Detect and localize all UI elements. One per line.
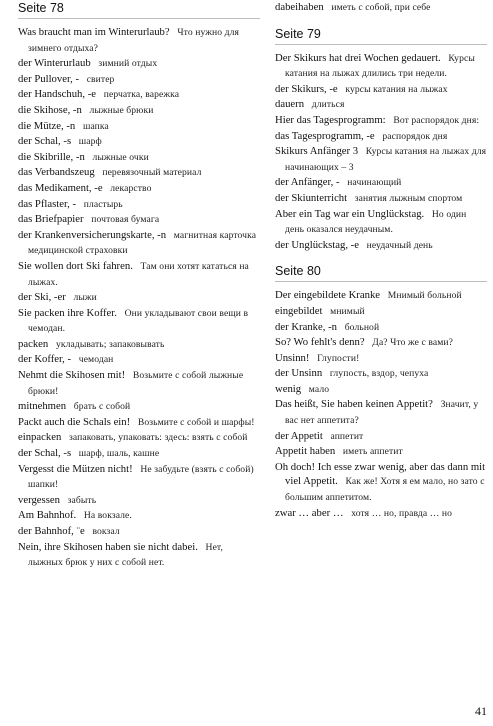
german-term: eingebildet — [275, 304, 323, 317]
russian-translation: аппетит — [330, 430, 364, 442]
german-term: der Kranke, -n — [275, 320, 338, 333]
russian-translation: Глупости! — [317, 352, 360, 364]
russian-translation: иметь с собой, при себе — [331, 2, 431, 13]
german-term: die Skihose, -n — [18, 103, 82, 116]
vocab-entry — [18, 337, 260, 353]
russian-translation: Курсы катания на лыжах для начинающих – 3 — [285, 146, 487, 173]
section-heading-seite-78: Seite 78 — [18, 0, 260, 19]
russian-translation: забыть — [67, 494, 97, 506]
vocab-entry — [275, 397, 487, 428]
german-term: dauern — [275, 98, 305, 111]
german-term: So? Wo fehlt's denn? — [275, 336, 365, 349]
russian-translation: хотя … но, правда … но — [351, 507, 453, 519]
german-term: Appetit haben — [275, 445, 336, 458]
german-term: mitnehmen — [18, 400, 67, 413]
german-term: Aber ein Tag war ein Unglückstag. — [275, 207, 425, 220]
vocab-entry — [18, 165, 260, 181]
german-term: packen — [18, 337, 49, 350]
vocab-entry — [18, 352, 260, 368]
german-term: Skikurs Anfänger 3 — [275, 145, 359, 158]
german-term: der Ski, -er — [18, 291, 66, 304]
vocab-entry — [18, 87, 260, 103]
russian-translation: начинающий — [347, 177, 402, 189]
vocab-entry — [18, 228, 260, 259]
german-term: dabeihaben — [275, 1, 324, 13]
vocab-list-left — [18, 25, 260, 571]
russian-translation: Возьмите с собой лыжные брюки! — [28, 370, 244, 397]
russian-translation: Вот распорядок дня: — [393, 114, 480, 126]
russian-translation: Нет, лыжных брюк у них с собой нет. — [28, 541, 224, 569]
vocab-entry — [18, 415, 260, 431]
vocab-entry — [18, 446, 260, 462]
vocab-entry — [275, 191, 487, 207]
vocab-entry — [18, 72, 260, 88]
vocab-entry — [275, 0, 487, 16]
german-term: Vergesst die Mützen nicht! — [18, 462, 133, 475]
vocab-entry — [275, 129, 487, 145]
german-term: der Handschuh, -e — [18, 88, 97, 101]
german-term: der Winterurlaub — [18, 57, 91, 70]
german-term: Packt auch die Schals ein! — [18, 415, 131, 428]
russian-translation: Что нужно для зимнего отдыха? — [28, 27, 239, 54]
left-column — [18, 0, 260, 571]
vocab-entry — [18, 290, 260, 306]
german-term: das Tagesprogramm, -e — [275, 129, 375, 142]
vocab-entry — [18, 119, 260, 135]
vocab-entry — [18, 25, 260, 56]
german-term: einpacken — [18, 431, 62, 444]
vocab-entry — [18, 508, 260, 524]
vocab-entry — [275, 175, 487, 191]
german-term: Was braucht man im Winterurlaub? — [18, 26, 170, 38]
vocab-entry — [18, 150, 260, 166]
russian-translation: зимний отдых — [98, 58, 158, 70]
german-term: der Unsinn — [275, 367, 323, 380]
russian-translation: свитер — [86, 73, 115, 85]
vocab-entry — [275, 335, 487, 351]
russian-translation: чемодан — [78, 354, 114, 366]
vocab-list-right-top — [275, 0, 487, 16]
russian-translation: мнимый — [330, 305, 365, 317]
page-number: 41 — [475, 704, 487, 718]
section-gap — [275, 253, 487, 263]
russian-translation: Значит, у вас нет аппетита? — [285, 399, 479, 427]
german-term: der Pullover, - — [18, 72, 80, 85]
german-term: zwar … aber … — [275, 506, 344, 519]
russian-translation: лыжи — [73, 292, 97, 304]
german-term: der Unglückstag, -e — [275, 238, 359, 251]
vocab-entry — [275, 351, 487, 367]
german-term: der Appetit — [275, 429, 323, 442]
vocab-entry — [275, 97, 487, 113]
russian-translation: почтовая бумага — [91, 214, 160, 226]
right-sections — [275, 16, 487, 522]
german-term: vergessen — [18, 493, 60, 506]
german-term: Am Bahnhof. — [18, 509, 77, 522]
german-term: Sie wollen dort Ski fahren. — [18, 259, 133, 272]
german-term: der Skiunterricht — [275, 191, 348, 204]
vocab-list — [275, 51, 487, 254]
vocab-entry — [18, 430, 260, 446]
russian-translation: Мнимый больной — [387, 290, 462, 302]
german-term: Der eingebildete Kranke — [275, 289, 381, 302]
vocab-entry — [275, 304, 487, 320]
vocab-entry — [275, 207, 487, 238]
russian-translation: На вокзале. — [83, 510, 132, 522]
german-term: das Briefpapier — [18, 213, 84, 226]
german-term: Das heißt, Sie haben keinen Appetit? — [275, 398, 433, 411]
vocab-entry — [275, 238, 487, 254]
vocab-entry — [18, 462, 260, 493]
vocab-entry — [275, 506, 487, 522]
german-term: der Schal, -s — [18, 135, 72, 148]
section-heading: Seite 80 — [275, 263, 487, 282]
german-term: der Koffer, - — [18, 353, 72, 366]
german-term: Unsinn! — [275, 351, 310, 364]
vocab-entry — [18, 56, 260, 72]
russian-translation: укладывать; запаковывать — [55, 338, 165, 350]
vocab-entry — [275, 51, 487, 82]
german-term: der Schal, -s — [18, 447, 72, 460]
vocab-entry — [18, 197, 260, 213]
russian-translation: Там они хотят кататься на лыжах. — [28, 260, 249, 288]
russian-translation: Да? Что же с вами? — [372, 337, 453, 349]
russian-translation: Как же! Хотя я ем мало, но зато с большим аппетитом. — [285, 476, 485, 504]
vocab-entry — [275, 320, 487, 336]
russian-translation: шарф — [78, 136, 102, 148]
german-term: der Bahnhof, ¨e — [18, 525, 85, 537]
german-term: Der Skikurs hat drei Wochen gedauert. — [275, 51, 441, 64]
vocab-entry — [18, 306, 260, 337]
russian-translation: шарф, шаль, кашне — [78, 448, 160, 460]
german-term: der Skikurs, -e — [275, 82, 338, 95]
russian-translation: вокзал — [92, 526, 120, 537]
russian-translation: шапка — [82, 120, 109, 132]
german-term: das Verbandszeug — [18, 166, 95, 179]
russian-translation: курсы катания на лыжах — [345, 83, 448, 95]
section-heading: Seite 79 — [275, 26, 487, 45]
german-term: die Skibrille, -n — [18, 150, 85, 163]
right-column — [275, 0, 487, 521]
russian-translation: перчатка, варежка — [103, 89, 180, 101]
german-term: Nehmt die Skihosen mit! — [18, 369, 126, 382]
russian-translation: Возьмите с собой и шарфы! — [137, 416, 255, 428]
vocab-entry — [18, 493, 260, 509]
russian-translation: глупость, вздор, чепуха — [329, 368, 429, 380]
vocab-entry — [18, 259, 260, 290]
russian-translation: пластырь — [83, 198, 123, 210]
russian-translation: перевязочный материал — [102, 167, 202, 179]
russian-translation: длиться — [311, 99, 345, 111]
russian-translation: мало — [308, 383, 330, 395]
vocab-entry — [18, 103, 260, 119]
russian-translation: лыжные очки — [92, 151, 149, 163]
vocab-list — [275, 288, 487, 521]
russian-translation: Они укладывают свои вещи в чемодан. — [28, 307, 249, 335]
russian-translation: Но один день оказался неудачным. — [285, 208, 467, 236]
german-term: Oh doch! Ich esse zwar wenig, aber das dann mit viel Appetit. — [275, 460, 486, 488]
vocab-entry — [18, 134, 260, 150]
vocab-entry — [275, 113, 487, 129]
vocab-entry — [18, 399, 260, 415]
vocab-entry — [18, 368, 260, 399]
vocab-entry — [275, 460, 487, 506]
german-term: das Medikament, -e — [18, 181, 103, 194]
vocab-entry — [275, 429, 487, 445]
section-gap — [275, 16, 487, 26]
german-term: wenig — [275, 382, 302, 395]
russian-translation: иметь аппетит — [342, 446, 403, 458]
vocab-entry — [275, 144, 487, 175]
russian-translation: неудачный день — [366, 239, 433, 251]
vocab-entry — [18, 524, 260, 540]
vocab-entry — [275, 82, 487, 98]
german-term: Nein, ihre Skihosen haben sie nicht dabei. — [18, 540, 198, 553]
vocab-entry — [18, 212, 260, 228]
russian-translation: Не забудьте (взять с собой) шапки! — [28, 463, 254, 491]
russian-translation: Курсы катания на лыжах длились три недели. — [285, 52, 475, 80]
russian-translation: больной — [344, 321, 380, 333]
russian-translation: магнитная карточка медицинской страховки — [28, 229, 257, 257]
vocab-entry — [18, 181, 260, 197]
german-term: der Krankenversicherungskarte, -n — [18, 228, 167, 241]
german-term: Hier das Tagesprogramm: — [275, 113, 386, 126]
russian-translation: лекарство — [110, 182, 152, 194]
russian-translation: брать с собой — [73, 401, 131, 413]
vocab-entry — [275, 382, 487, 398]
vocab-entry — [18, 540, 260, 571]
vocab-entry — [275, 444, 487, 460]
russian-translation: лыжные брюки — [89, 104, 154, 116]
russian-translation: запаковать, упаковать: здесь: взять с собой — [69, 432, 248, 444]
russian-translation: занятия лыжным спортом — [354, 192, 463, 204]
vocab-entry — [275, 288, 487, 304]
vocab-entry — [275, 366, 487, 382]
german-term: die Mütze, -n — [18, 119, 76, 132]
german-term: Sie packen ihre Koffer. — [18, 306, 117, 319]
german-term: das Pflaster, - — [18, 197, 77, 210]
german-term: der Anfänger, - — [275, 176, 340, 189]
russian-translation: распорядок дня — [382, 130, 448, 142]
